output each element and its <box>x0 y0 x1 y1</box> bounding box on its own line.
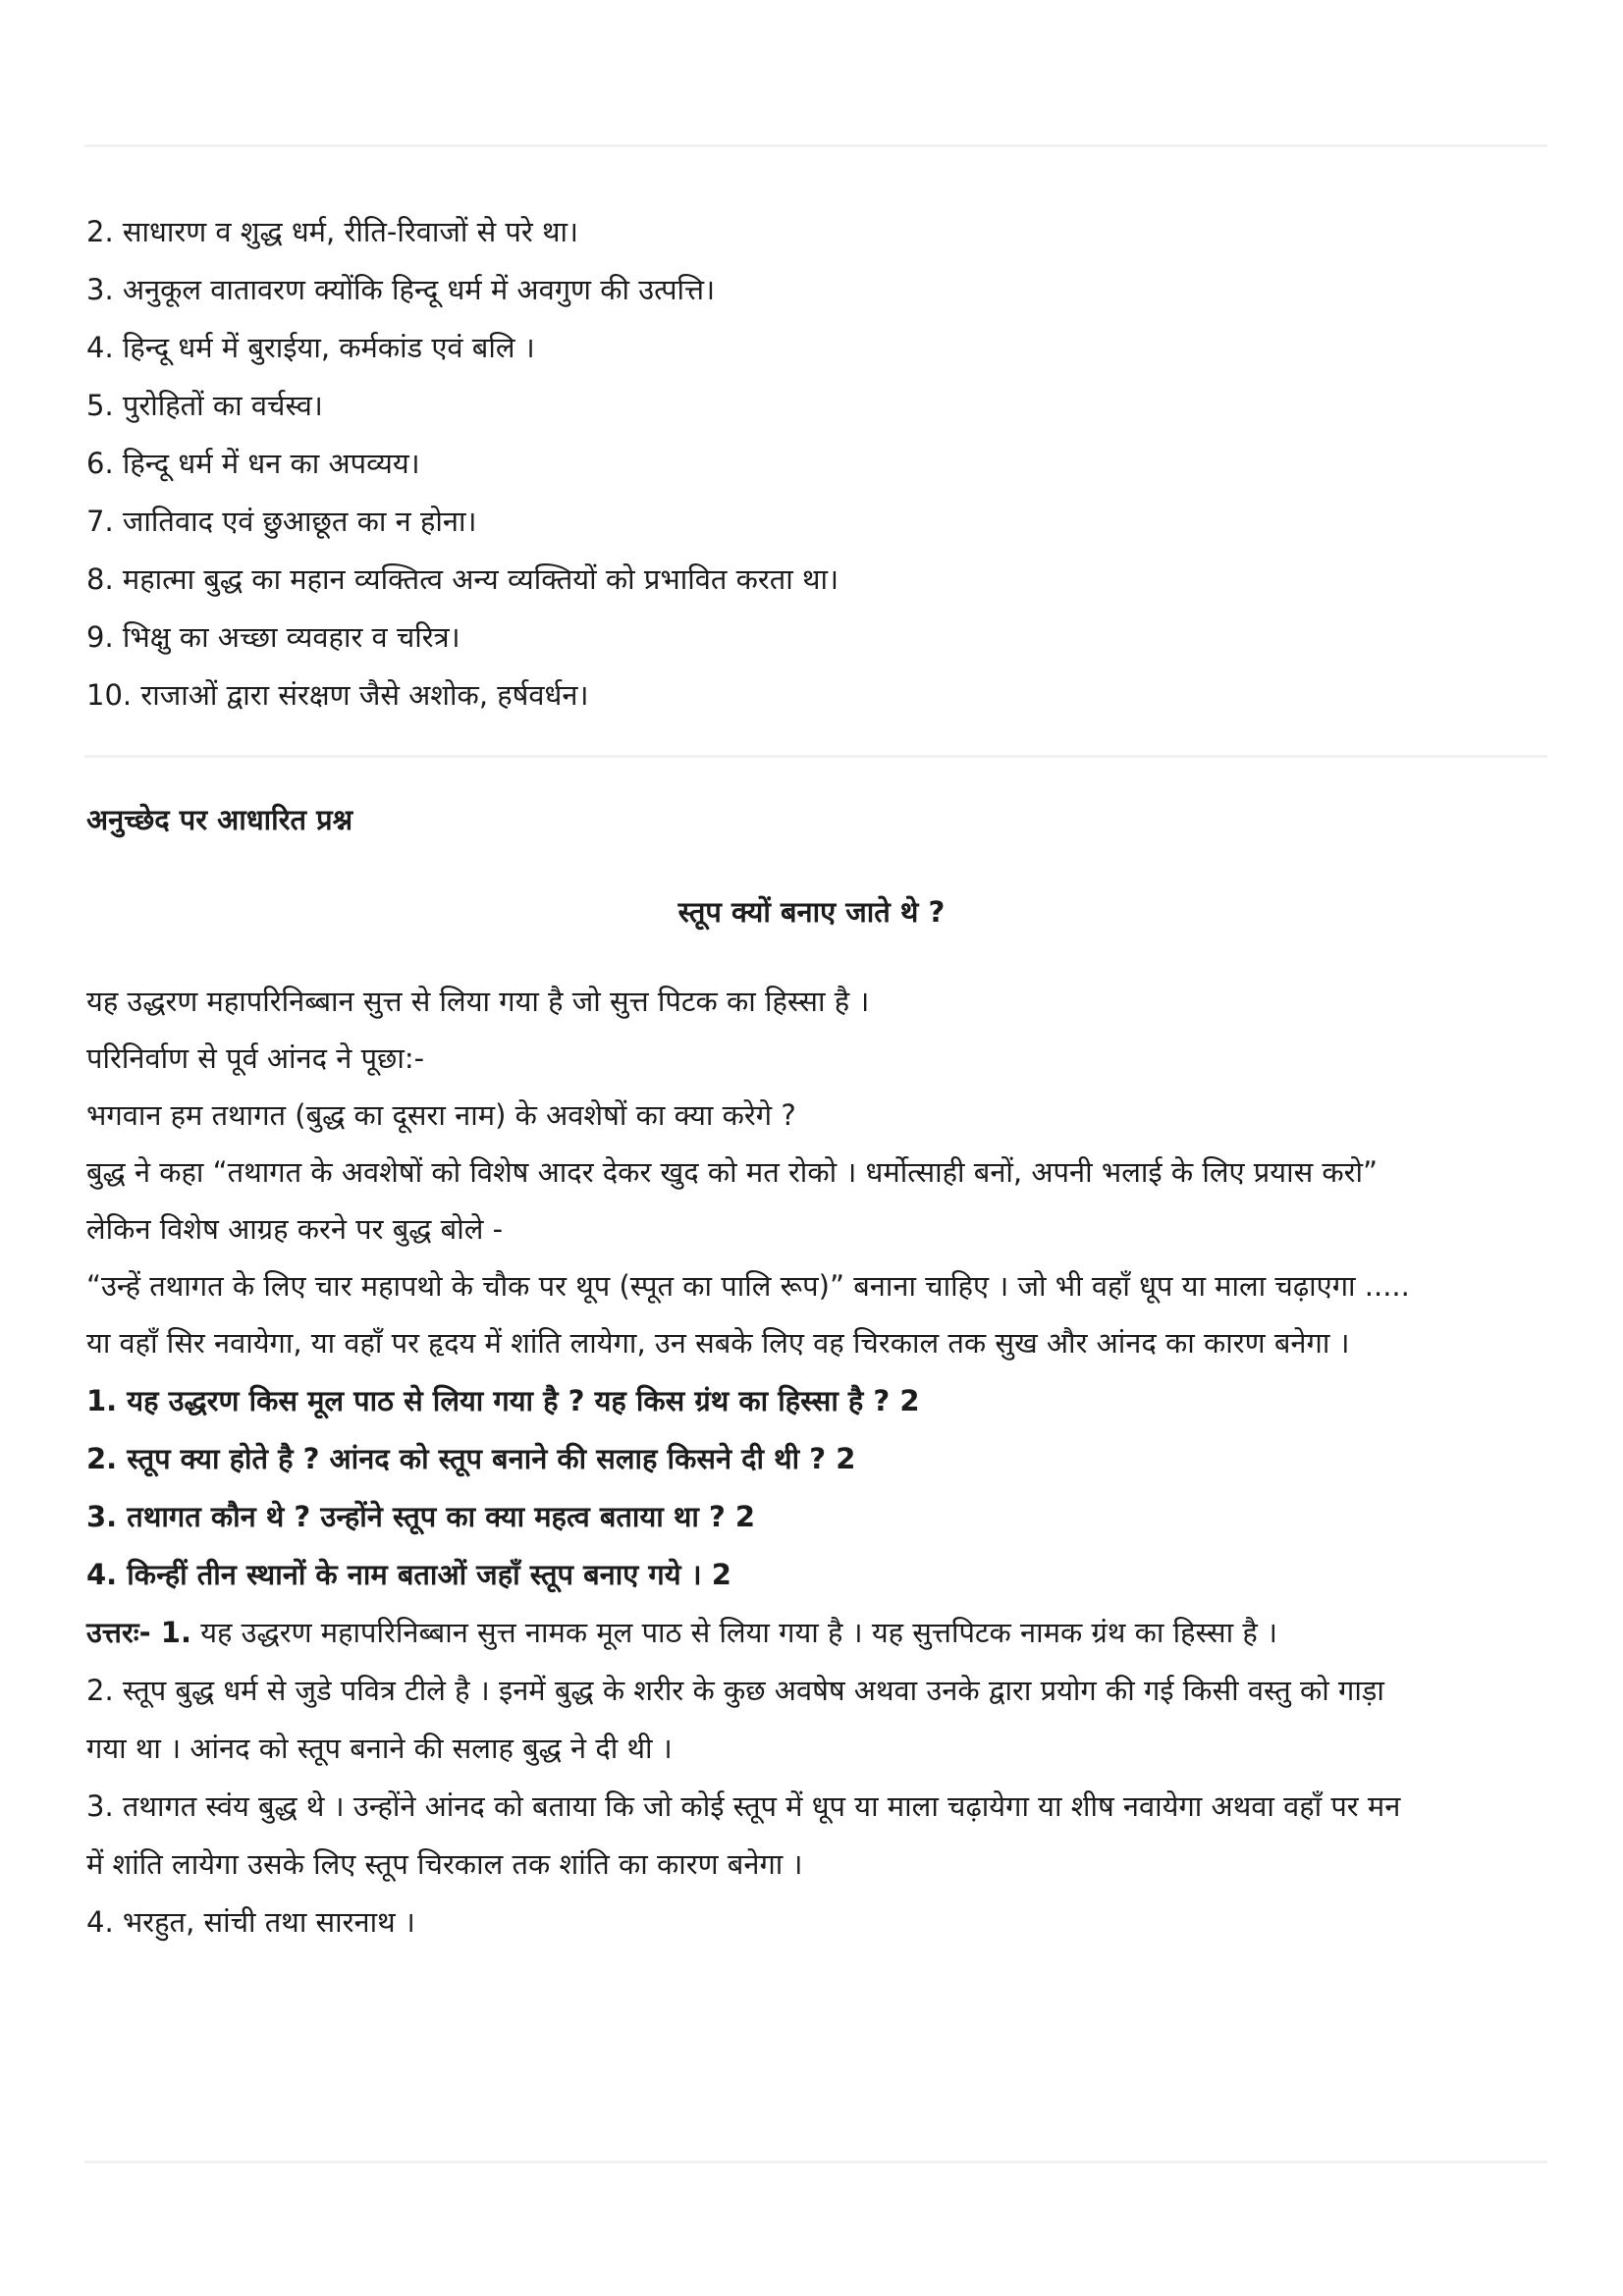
question: 4. किन्हीं तीन स्थानों के नाम बताओं जहाँ स्तूप बनाए गये । 2 <box>86 1558 731 1591</box>
answer-line: 3. तथागत स्वंय बुद्ध थे । उन्होंने आंनद को बताया कि जो कोई स्तूप में धूप या माला चढ़ायेगा या शीष नवायेगा अथवा वहाँ पर मन <box>86 1789 1401 1823</box>
passage-line: भगवान हम तथागत (बुद्ध का दूसरा नाम) के अवशेषों का क्या करेगे ? <box>86 1098 796 1132</box>
passage-line: यह उद्धरण महापरिनिब्बान सुत्त से लिया गया है जो सुत्त पिटक का हिस्सा है । <box>86 985 870 1018</box>
list-item: 5. पुरोहितों का वर्चस्व। <box>86 389 323 422</box>
passage-line: परिनिर्वाण से पूर्व आंनद ने पूछा:- <box>86 1041 425 1075</box>
list-item: 4. हिन्दू धर्म में बुराईया, कर्मकांड एवं बलि । <box>86 331 535 364</box>
passage-line: “उन्हें तथागत के लिए चार महापथो के चौक पर थूप (स्पूत का पालि रूप)” बनाना चाहिए । जो भी वहाँ धूप या माला चढ़ाएगा ..... <box>86 1269 1410 1303</box>
answer-line: में शांति लायेगा उसके लिए स्तूप चिरकाल तक शांति का कारण बनेगा । <box>86 1847 803 1881</box>
answer-line: 2. स्तूप बुद्ध धर्म से जुडे पवित्र टीले है । इनमें बुद्ध के शरीर के कुछ अवषेष अथवा उनके द्वारा प्रयोग की गई किसी वस्तु को गाड़ा <box>86 1674 1384 1707</box>
answer-label: उत्तरः- 1. <box>86 1616 191 1649</box>
list-item: 7. जातिवाद एवं छुआछूत का न होना। <box>86 505 477 538</box>
answer-line: 4. भरहुत, सांची तथा सारनाथ । <box>86 1905 415 1939</box>
question: 2. स्तूप क्या होते है ? आंनद को स्तूप बनाने की सलाह किसने दी थी ? 2 <box>86 1442 856 1475</box>
answer-line <box>86 1613 1559 1652</box>
passage-line: बुद्ध ने कहा “तथागत के अवशेषों को विशेष आदर देकर खुद को मत रोको । धर्मोत्साही बनों, अपनी भलाई के लिए प्रयास करो” <box>86 1155 1379 1189</box>
list-item: 3. अनुकूल वातावरण क्योंकि हिन्दू धर्म में अवगुण की उत्पत्ति। <box>86 273 716 306</box>
bottom-divider <box>84 2161 1547 2163</box>
list-item: 2. साधारण व शुद्ध धर्म, रीति-रिवाजों से परे था। <box>86 215 578 248</box>
list-item: 9. भिक्षु का अच्छा व्यवहार व चरित्र। <box>86 620 460 654</box>
passage-line: लेकिन विशेष आग्रह करने पर बुद्ध बोले - <box>86 1212 504 1246</box>
passage-title: स्तूप क्यों बनाए जाते थे ? <box>677 895 946 929</box>
passage-line: या वहाँ सिर नवायेगा, या वहाँ पर हृदय में शांति लायेगा, उन सबके लिए वह चिरकाल तक सुख और आंनद का कारण बनेगा । <box>86 1326 1350 1360</box>
question: 1. यह उद्धरण किस मूल पाठ से लिया गया है ? यह किस ग्रंथ का हिस्सा है ? 2 <box>86 1384 920 1417</box>
list-item: 10. राजाओं द्वारा संरक्षण जैसे अशोक, हर्षवर्धन। <box>86 678 589 712</box>
top-divider <box>84 144 1547 147</box>
answer-line: गया था । आंनद को स्तूप बनाने की सलाह बुद्ध ने दी थी । <box>86 1732 673 1765</box>
question: 3. तथागत कौन थे ? उन्होंने स्तूप का क्या महत्व बताया था ? 2 <box>86 1500 756 1533</box>
section-heading: अनुच्छेद पर आधारित प्रश्न <box>86 803 353 836</box>
answer-text: यह उद्धरण महापरिनिब्बान सुत्त नामक मूल पाठ से लिया गया है । यह सुत्तपिटक नामक ग्रंथ का हिस्सा है । <box>190 1616 1277 1649</box>
section-divider <box>84 755 1547 758</box>
list-item: 6. हिन्दू धर्म में धन का अपव्यय। <box>86 447 420 480</box>
list-item: 8. महात्मा बुद्ध का महान व्यक्तित्व अन्य व्यक्तियों को प्रभावित करता था। <box>86 562 839 596</box>
